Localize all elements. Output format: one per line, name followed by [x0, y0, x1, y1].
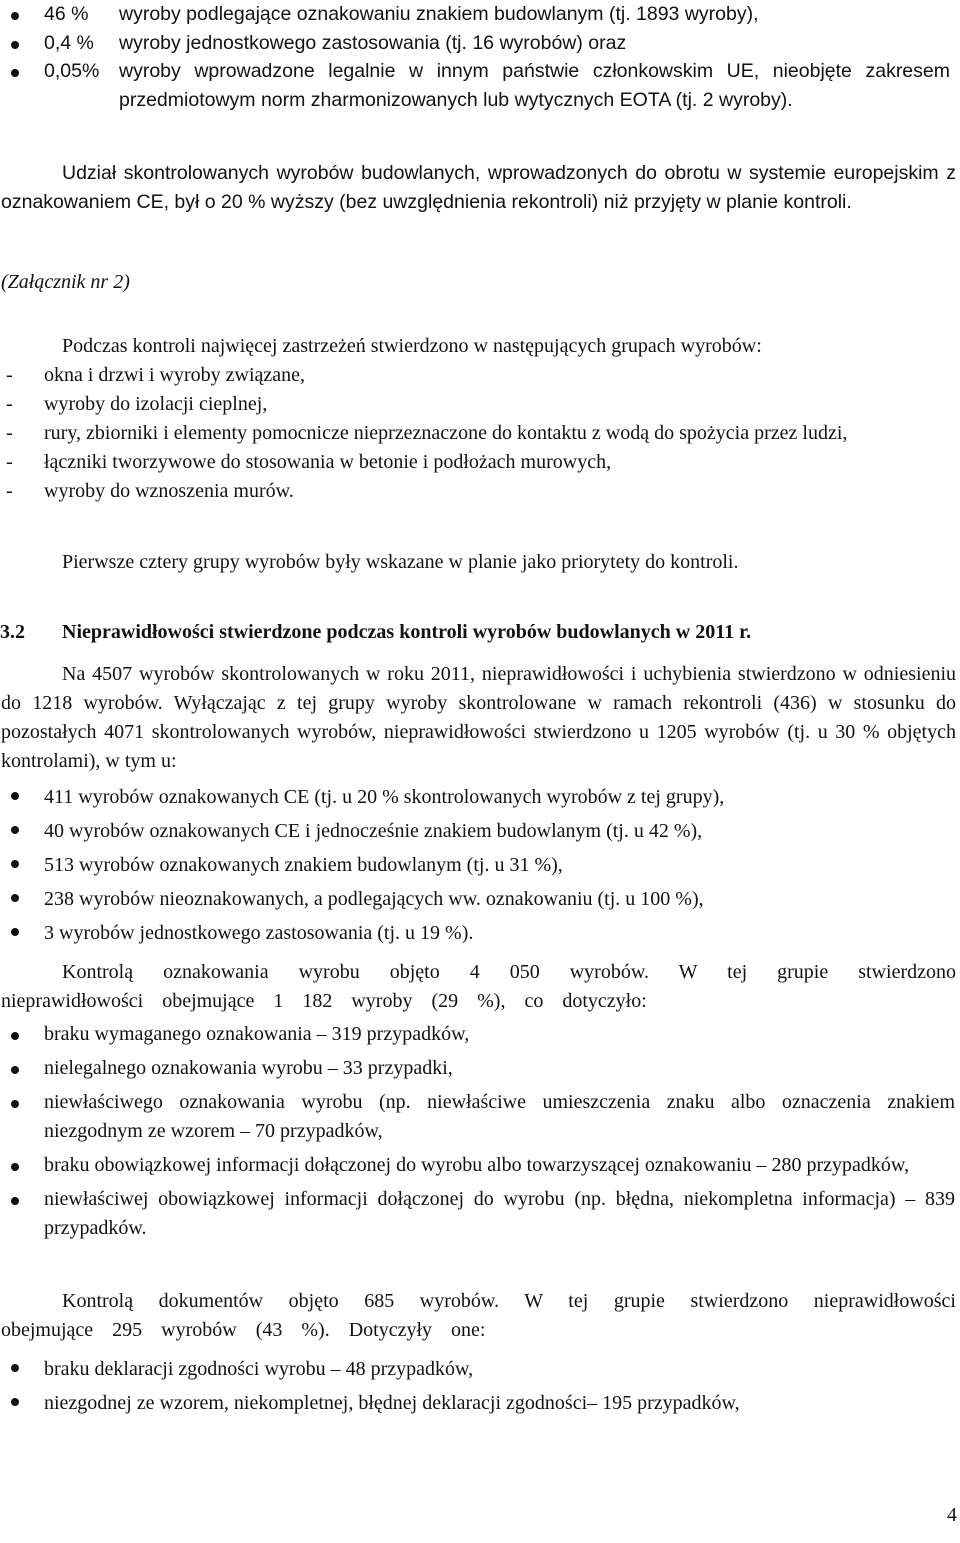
dash-icon: - [6, 364, 13, 386]
bullet-icon [11, 928, 19, 936]
section-number: 3.2 [0, 621, 25, 643]
paragraph-marking-control: Kontrolą oznakowania wyrobu objęto 4 050 wyrobów. W tej grupie stwierdzono nieprawidłowości obejmujące 1 182 wyroby (29 %), co dotyczyło: [1, 961, 956, 1012]
bullet-list-breakdown [0, 780, 955, 950]
percent-label: 46 % [44, 3, 89, 25]
bullet-icon [11, 1066, 19, 1074]
item-text: wyroby wprowadzone legalnie w innym państwie członkowskim UE, nieobjęte zakresem przedmiotowym norm zharmonizowanych lub wytycznych EOTA (tj. 2 wyroby). [119, 60, 950, 111]
bullet-icon [11, 1364, 19, 1372]
dash-icon: - [6, 422, 13, 444]
bullet-icon [11, 12, 19, 20]
bullet-list-document-issues [0, 1352, 955, 1420]
section-heading [0, 618, 955, 647]
list-item: nielegalnego oznakowania wyrobu – 33 przypadki, [0, 1054, 955, 1083]
dash-icon: - [6, 393, 13, 415]
bullet-icon [11, 1163, 19, 1171]
list-item: 238 wyrobów nieoznakowanych, a podlegających ww. oznakowaniu (tj. u 100 %), [0, 882, 955, 916]
section-title: Nieprawidłowości stwierdzone podczas kontroli wyrobów budowlanych w 2011 r. [62, 621, 752, 643]
list-item: 411 wyrobów oznakowanych CE (tj. u 20 % skontrolowanych wyrobów z tej grupy), [0, 780, 955, 814]
paragraph-groups-intro: Podczas kontroli najwięcej zastrzeżeń stwierdzono w następujących grupach wyrobów: [62, 335, 762, 357]
page-number: 4 [947, 1504, 957, 1526]
list-item [0, 29, 950, 58]
annex-reference: (Załącznik nr 2) [1, 271, 130, 293]
bullet-icon [11, 860, 19, 868]
list-item: niezgodnej ze wzorem, niekompletnej, błędnej deklaracji zgodności– 195 przypadków, [0, 1386, 955, 1420]
bullet-icon [11, 1100, 19, 1108]
list-item: niewłaściwego oznakowania wyrobu (np. niewłaściwe umieszczenia znaku albo oznaczenia znakiem niezgodnym ze wzorem – 70 przypadków, [0, 1088, 955, 1146]
item-text: wyroby podlegające oznakowaniu znakiem budowlanym (tj. 1893 wyroby), [119, 3, 759, 25]
dash-list-product-groups [0, 361, 955, 506]
list-item: 40 wyrobów oznakowanych CE i jednocześnie znakiem budowlanym (tj. u 42 %), [0, 814, 955, 848]
bullet-icon [11, 69, 19, 77]
bullet-list-percentages [0, 0, 950, 114]
list-item: - okna i drzwi i wyroby związane, [0, 361, 955, 390]
list-item: - wyroby do wznoszenia murów. [0, 477, 955, 506]
dash-icon: - [6, 451, 13, 473]
percent-label: 0,4 % [44, 31, 94, 54]
bullet-icon [11, 826, 19, 834]
paragraph-irregularities: Na 4507 wyrobów skontrolowanych w roku 2011, nieprawidłowości i uchybienia stwierdzono w odniesieniu do 1218 wyrobów. Wyłączając z tej grupy wyroby skontrolowane w ramach rekontroli (436) w stosunku do pozostałych 4071 skontrolowanych wyrobów, nieprawidłowości stwierdzono u 1205 wyrobów (tj. u 30 % objętych kontrolami), w tym u: [1, 663, 956, 772]
paragraph-priorities: Pierwsze cztery grupy wyrobów były wskazane w planie jako priorytety do kontroli. [62, 551, 739, 573]
paragraph-ce-share: Udział skontrolowanych wyrobów budowlanych, wprowadzonych do obrotu w systemie europejskim z oznakowaniem CE, był o 20 % wyższy (bez uwzględnienia rekontroli) niż przyjęty w planie kontroli. [1, 162, 956, 213]
item-text: wyroby jednostkowego zastosowania (tj. 16 wyrobów) oraz [119, 31, 627, 54]
list-item [0, 57, 950, 114]
list-item: - łączniki tworzywowe do stosowania w betonie i podłożach murowych, [0, 448, 955, 477]
list-item: braku obowiązkowej informacji dołączonej do wyrobu albo towarzyszącej oznakowaniu – 280 przypadków, [0, 1151, 955, 1180]
list-item: braku wymaganego oznakowania – 319 przypadków, [0, 1020, 955, 1049]
bullet-list-marking-issues [0, 1020, 955, 1248]
bullet-icon [11, 1032, 19, 1040]
bullet-icon [11, 41, 19, 49]
list-item: niewłaściwej obowiązkowej informacji dołączonej do wyrobu (np. błędna, niekompletna informacja) – 839 przypadków. [0, 1185, 955, 1243]
bullet-icon [11, 894, 19, 902]
bullet-icon [11, 792, 19, 800]
list-item: 3 wyrobów jednostkowego zastosowania (tj. u 19 %). [0, 916, 955, 950]
list-item: - wyroby do izolacji cieplnej, [0, 390, 955, 419]
list-item: - rury, zbiorniki i elementy pomocnicze nieprzeznaczone do kontaktu z wodą do spożycia przez ludzi, [0, 419, 955, 448]
list-item [0, 0, 950, 29]
percent-label: 0,05% [44, 60, 100, 82]
dash-icon: - [6, 480, 13, 502]
bullet-icon [11, 1197, 19, 1205]
paragraph-document-control: Kontrolą dokumentów objęto 685 wyrobów. W tej grupie stwierdzono nieprawidłowości obejmujące 295 wyrobów (43 %). Dotyczyły one: [1, 1290, 956, 1341]
bullet-icon [11, 1398, 19, 1406]
list-item: 513 wyrobów oznakowanych znakiem budowlanym (tj. u 31 %), [0, 848, 955, 882]
list-item: braku deklaracji zgodności wyrobu – 48 przypadków, [0, 1352, 955, 1386]
